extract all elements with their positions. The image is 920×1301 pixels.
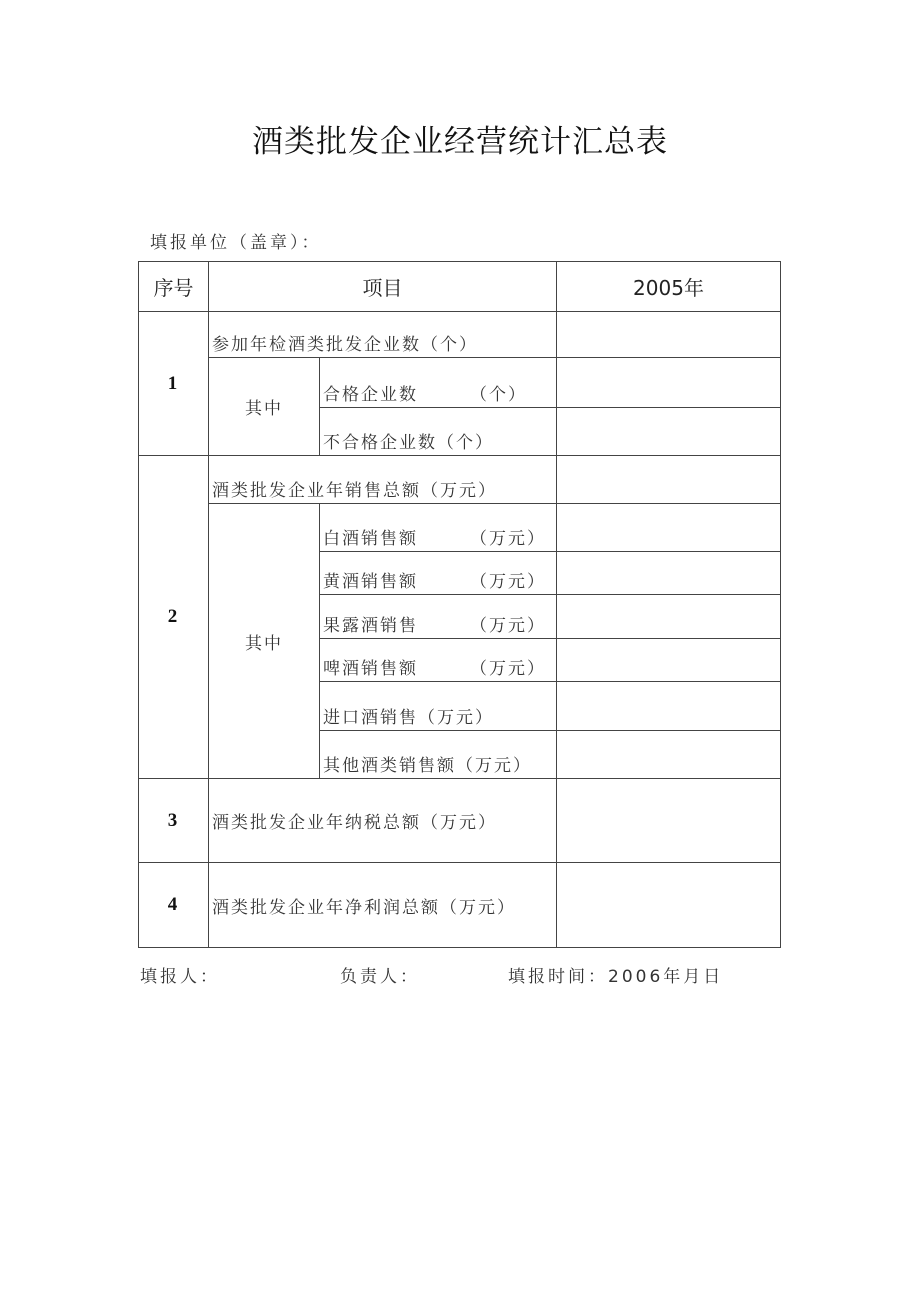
sub-row-label: 进口酒销售（万元） bbox=[320, 682, 557, 731]
value-cell bbox=[557, 779, 781, 863]
table-row bbox=[139, 504, 781, 552]
row-number: 3 bbox=[139, 779, 209, 863]
value-cell bbox=[557, 682, 781, 731]
page-title: 酒类批发企业经营统计汇总表 bbox=[252, 124, 668, 160]
value-cell bbox=[557, 456, 781, 504]
row-number: 1 bbox=[139, 312, 209, 456]
sub-row-label: 不合格企业数（个） bbox=[320, 408, 557, 456]
value-cell bbox=[557, 863, 781, 948]
row-label: 参加年检酒类批发企业数（个） bbox=[209, 312, 557, 358]
table-header-row bbox=[139, 262, 781, 312]
value-cell bbox=[557, 731, 781, 779]
sub-row-label: 白酒销售额 （万元） bbox=[320, 504, 557, 552]
table-row bbox=[139, 779, 781, 863]
table-row bbox=[139, 358, 781, 408]
row-number: 2 bbox=[139, 456, 209, 779]
row-label: 酒类批发企业年销售总额（万元） bbox=[209, 456, 557, 504]
row-label: 酒类批发企业年净利润总额（万元） bbox=[209, 863, 557, 948]
value-cell bbox=[557, 504, 781, 552]
reporting-unit-label: 填报单位（盖章）： bbox=[150, 233, 322, 253]
sub-row-label: 黄酒销售额 （万元） bbox=[320, 552, 557, 595]
summary-table bbox=[138, 261, 781, 948]
fill-time-label: 填报时间：2006年月日 bbox=[508, 967, 724, 987]
row-number: 4 bbox=[139, 863, 209, 948]
value-cell bbox=[557, 595, 781, 639]
value-cell bbox=[557, 312, 781, 358]
value-cell bbox=[557, 408, 781, 456]
table-row bbox=[139, 863, 781, 948]
header-item: 项目 bbox=[209, 262, 557, 312]
sub-row-label: 啤酒销售额 （万元） bbox=[320, 639, 557, 682]
filler-label: 填报人： bbox=[140, 967, 220, 987]
value-cell bbox=[557, 639, 781, 682]
sub-row-label: 其他酒类销售额（万元） bbox=[320, 731, 557, 779]
value-cell bbox=[557, 358, 781, 408]
header-seq: 序号 bbox=[139, 262, 209, 312]
subgroup-label: 其中 bbox=[209, 504, 320, 779]
row-label: 酒类批发企业年纳税总额（万元） bbox=[209, 779, 557, 863]
table-row bbox=[139, 312, 781, 358]
sub-row-label: 果露酒销售 （万元） bbox=[320, 595, 557, 639]
value-cell bbox=[557, 552, 781, 595]
subgroup-label: 其中 bbox=[209, 358, 320, 456]
table-row bbox=[139, 456, 781, 504]
header-year: 2005年 bbox=[557, 262, 781, 312]
sub-row-label: 合格企业数 （个） bbox=[320, 358, 557, 408]
responsible-label: 负责人： bbox=[340, 967, 420, 987]
